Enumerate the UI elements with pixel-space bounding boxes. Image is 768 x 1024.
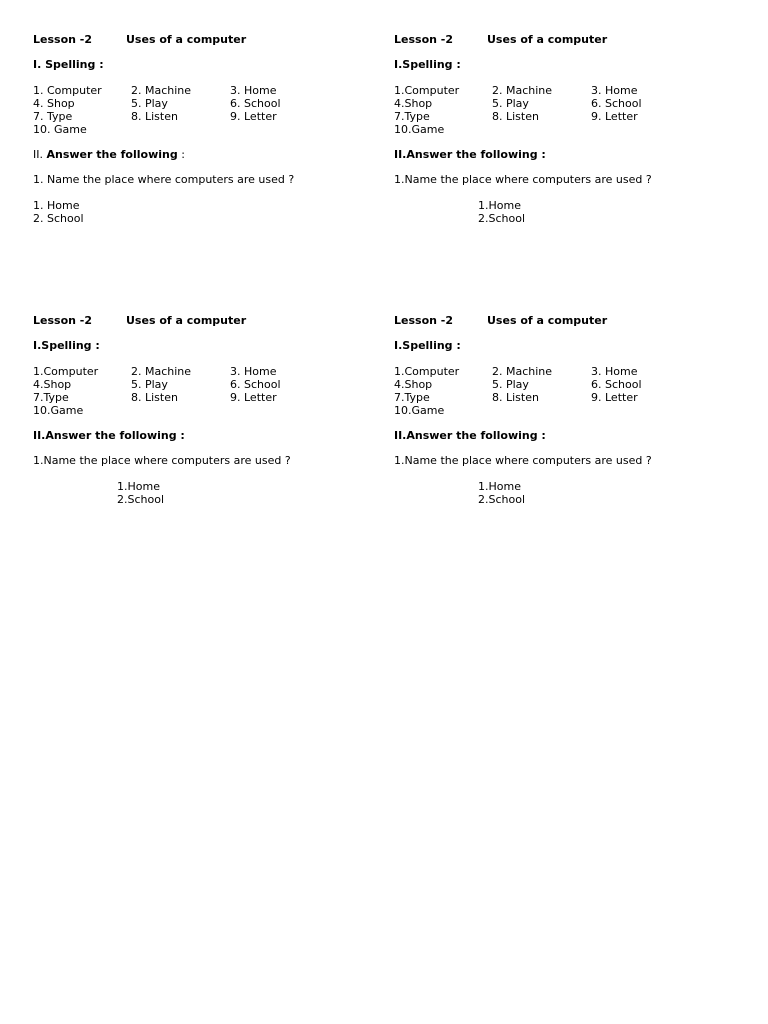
spelling-word: 2. Machine [131, 365, 192, 378]
spelling-word: 1.Computer [394, 84, 460, 97]
answer-item: 2.School [478, 212, 526, 225]
answer-heading: II.Answer the following : [33, 429, 185, 442]
spelling-word: 3. Home [230, 365, 277, 378]
spelling-word-grid [33, 365, 373, 417]
spelling-word: 5. Play [492, 378, 529, 391]
spelling-word: 4.Shop [394, 378, 433, 391]
spelling-word: 5. Play [492, 97, 529, 110]
lesson-title: Uses of a computer [126, 314, 247, 327]
spelling-word: 4.Shop [394, 97, 433, 110]
question: 1. Name the place where computers are used ? [33, 173, 295, 186]
lesson-title: Uses of a computer [487, 33, 608, 46]
spelling-word: 7.Type [33, 391, 69, 404]
answer-suffix: : [177, 148, 185, 161]
spelling-word: 6. School [591, 97, 642, 110]
spelling-word: 1. Computer [33, 84, 102, 97]
spelling-word: 9. Letter [591, 391, 638, 404]
spelling-word: 9. Letter [230, 110, 277, 123]
answer-item: 2.School [117, 493, 165, 506]
lesson-number: Lesson -2 [33, 314, 93, 327]
spelling-word: 7.Type [394, 110, 430, 123]
spelling-word: 4. Shop [33, 97, 75, 110]
lesson-number: Lesson -2 [33, 33, 93, 46]
spelling-word: 9. Letter [230, 391, 277, 404]
spelling-word-grid [394, 365, 734, 417]
spelling-word: 3. Home [591, 365, 638, 378]
spelling-word: 9. Letter [591, 110, 638, 123]
spelling-word: 4.Shop [33, 378, 72, 391]
answer-item: 2.School [478, 493, 526, 506]
spelling-word: 10.Game [394, 404, 445, 417]
answer-item: 2. School [33, 212, 84, 225]
question: 1.Name the place where computers are used ? [33, 454, 291, 467]
spelling-word: 6. School [230, 378, 281, 391]
question: 1.Name the place where computers are used ? [394, 454, 652, 467]
spelling-word: 8. Listen [492, 391, 539, 404]
spelling-word: 3. Home [591, 84, 638, 97]
spelling-word: 8. Listen [131, 391, 178, 404]
spelling-heading: I. Spelling : [33, 58, 104, 71]
lesson-title: Uses of a computer [126, 33, 247, 46]
spelling-word-grid [394, 84, 734, 136]
spelling-heading: I.Spelling : [33, 339, 100, 352]
lesson-number: Lesson -2 [394, 314, 454, 327]
answer-item: 1.Home [478, 480, 521, 493]
question: 1.Name the place where computers are used ? [394, 173, 652, 186]
spelling-word: 10.Game [33, 404, 84, 417]
spelling-word: 1.Computer [33, 365, 99, 378]
lesson-number: Lesson -2 [394, 33, 454, 46]
answer-item: 1.Home [117, 480, 160, 493]
answer-heading: II.Answer the following : [394, 148, 546, 161]
spelling-word: 10.Game [394, 123, 445, 136]
answer-item: 1. Home [33, 199, 80, 212]
spelling-word: 2. Machine [131, 84, 192, 97]
spelling-word: 7. Type [33, 110, 73, 123]
spelling-word: 5. Play [131, 97, 168, 110]
spelling-word: 6. School [591, 378, 642, 391]
spelling-word: 2. Machine [492, 365, 553, 378]
spelling-word: 10. Game [33, 123, 87, 136]
spelling-word-grid [33, 84, 373, 136]
spelling-word: 5. Play [131, 378, 168, 391]
spelling-word: 6. School [230, 97, 281, 110]
spelling-heading: I.Spelling : [394, 339, 461, 352]
answer-heading: Answer the following [46, 148, 178, 161]
spelling-word: 8. Listen [131, 110, 178, 123]
answer-heading: II.Answer the following : [394, 429, 546, 442]
spelling-word: 2. Machine [492, 84, 553, 97]
answer-prefix: II. [33, 148, 47, 161]
spelling-word: 8. Listen [492, 110, 539, 123]
spelling-word: 7.Type [394, 391, 430, 404]
spelling-word: 1.Computer [394, 365, 460, 378]
answer-heading-line [33, 148, 185, 161]
spelling-word: 3. Home [230, 84, 277, 97]
spelling-heading: I.Spelling : [394, 58, 461, 71]
answer-item: 1.Home [478, 199, 521, 212]
lesson-title: Uses of a computer [487, 314, 608, 327]
